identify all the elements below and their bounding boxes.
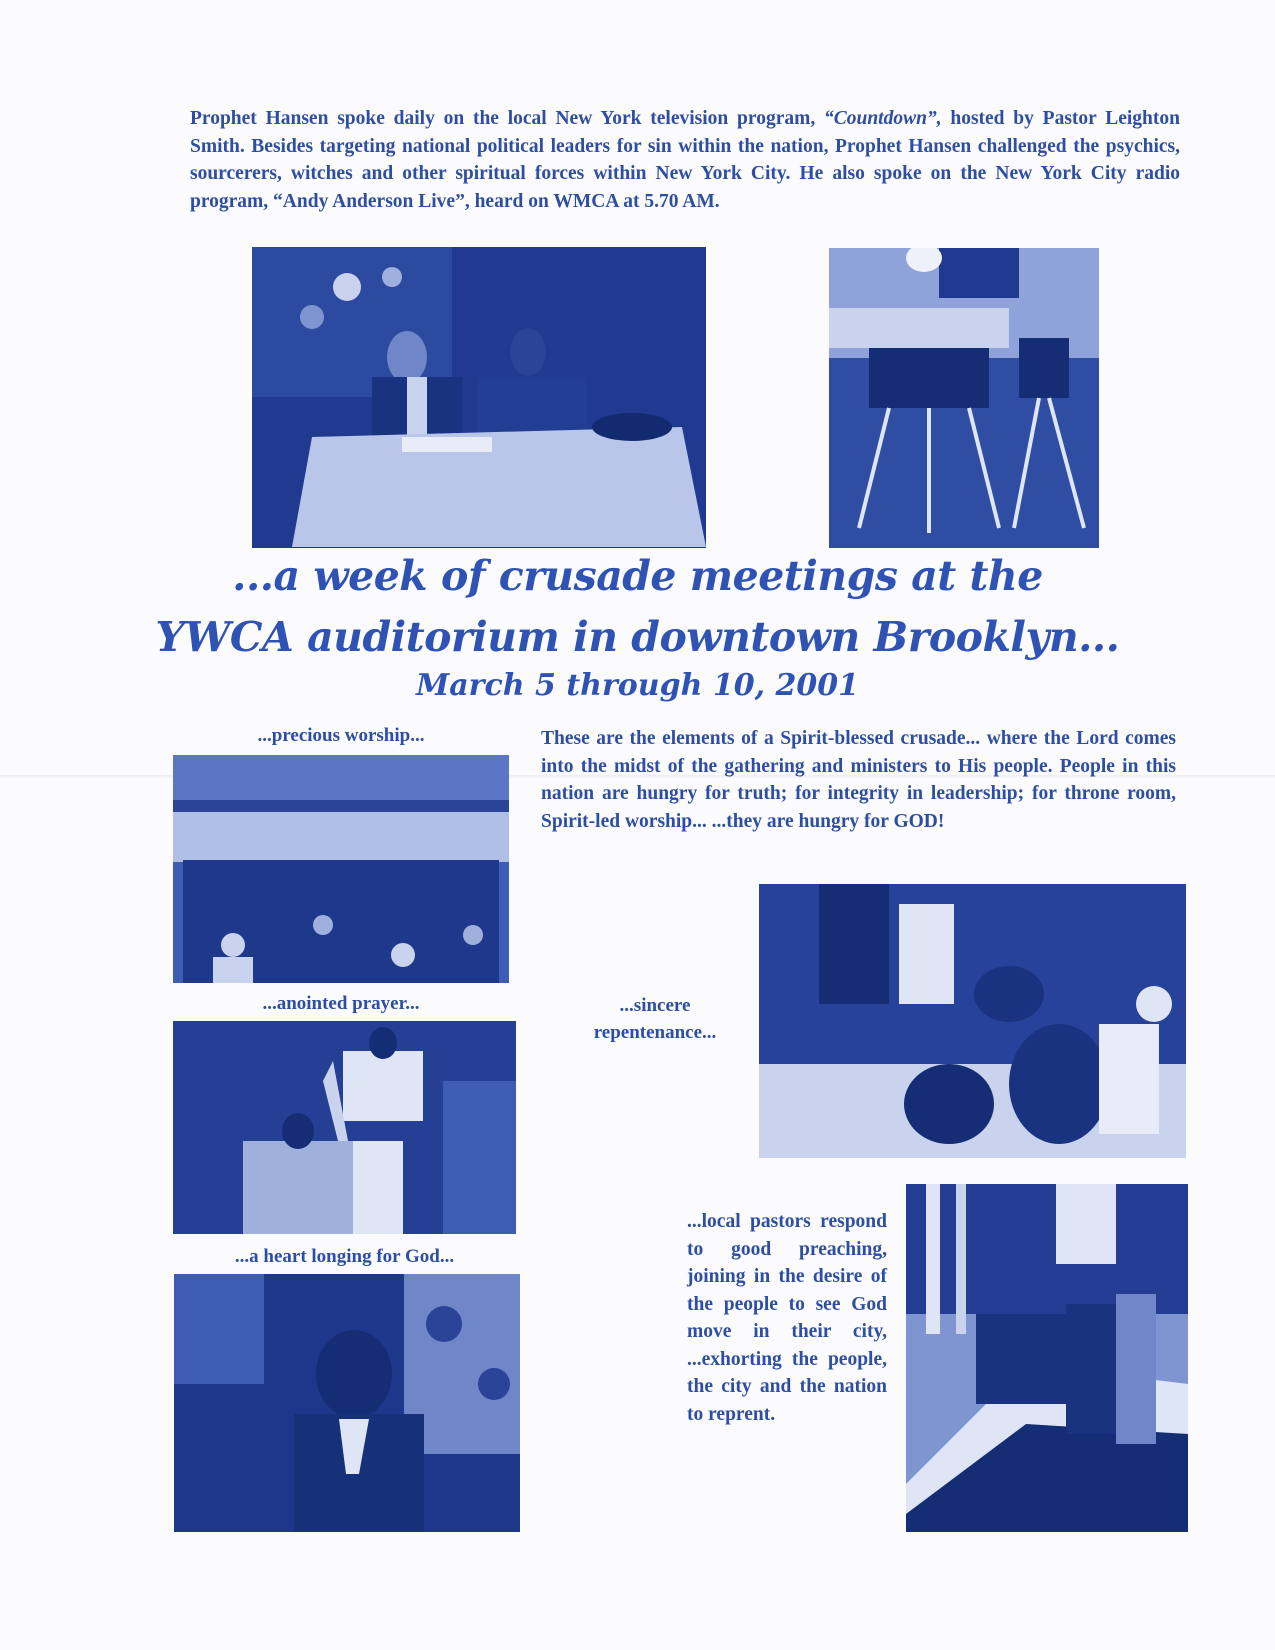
pastors-paragraph: ...local pastors respond to good preaching, joining in the desire of the people to see God move in their city, ...exhorting the people, the city and the nation to reprent. [687, 1211, 887, 1425]
caption-prayer: ...anointed prayer... [262, 993, 420, 1014]
caption-repentance: ...sincere repentenance... [593, 995, 717, 1043]
photo-prayer [173, 1021, 516, 1234]
photo-tv-hosts [252, 247, 706, 548]
intro-text-before: Prophet Hansen spoke daily on the local New York television program, [190, 108, 824, 129]
headline-dates: March 5 through 10, 2001 [416, 668, 859, 703]
photo-worship [173, 755, 509, 983]
headline-line-1: ...a week of crusade meetings at the [232, 552, 1043, 600]
photo-heart [174, 1274, 520, 1532]
photo-repentance [759, 884, 1186, 1158]
intro-paragraph [190, 105, 1180, 215]
intro-text-after: hosted by Pastor Leighton Smith. Besides targeting national political leaders for sin within the nation, Prophet Hansen challenged the psychics, sourcerers, witches and other spiritual forces within New York City. He also spoke on the New York City radio program, “Andy Anderson Live”, heard on WMCA at 5.70 AM. [190, 108, 1180, 212]
photo-tv-cameras [829, 248, 1099, 548]
caption-worship: ...precious worship... [257, 725, 425, 746]
show-title: “Countdown”, [823, 108, 942, 129]
headline-line-2: YWCA auditorium in downtown Brooklyn... [155, 613, 1120, 661]
photo-pastors [906, 1184, 1188, 1532]
body-paragraph: These are the elements of a Spirit-blessed crusade... where the Lord comes into the midst of the gathering and ministers to His people. People in this nation are hungry for truth; for integrity in leadership; for throne room, Spirit-led worship... ...they are hungry for GOD! [541, 728, 1176, 832]
caption-heart: ...a heart longing for God... [234, 1246, 455, 1267]
